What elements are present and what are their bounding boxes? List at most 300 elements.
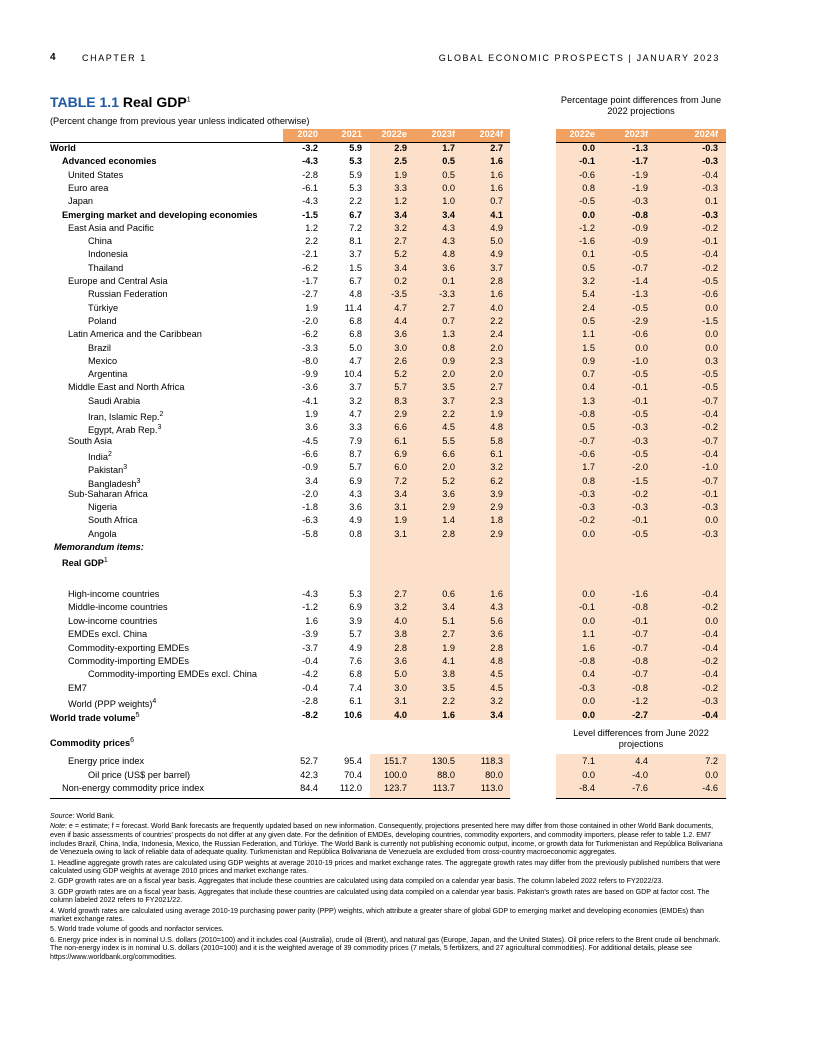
diff-cell: 0.4 (582, 669, 595, 679)
footnote: 1. Headline aggregate growth rates are calculated using GDP weights at average 2010-19 prices and market exchange rates. The aggregate growth rates may differ from the previously published numbers that were calculated using GDP weights at average 2010 prices and market exchange rates. (50, 858, 721, 876)
diff-cell: -0.6 (702, 289, 718, 299)
diff-cell: 0.0 (705, 303, 718, 313)
value-cell: -4.3 (302, 196, 318, 206)
page-header (50, 52, 720, 66)
row-label-text: Middle East and North Africa (68, 382, 185, 392)
diff-cell: -0.2 (702, 683, 718, 693)
footnote: 2. GDP growth rates are on a fiscal year basis. Aggregates that include these countries are calculated using data compiled on a calendar year basis. The column labeled 2022 refers to FY2022/23. (50, 877, 664, 886)
value-cell: 4.0 (394, 710, 407, 720)
value-cell: -3.3 (302, 343, 318, 353)
value-cell: 3.3 (394, 183, 407, 193)
value-cell: 6.1 (394, 436, 407, 446)
row-label-text: Commodity-importing EMDEs (68, 656, 189, 666)
value-cell: 2.9 (490, 529, 503, 539)
value-cell: -1.2 (302, 602, 318, 612)
diff-cell: -0.7 (632, 263, 648, 273)
table-row (50, 682, 730, 695)
table-row (50, 408, 730, 421)
table-title (50, 94, 191, 110)
diff-cell: -0.7 (579, 436, 595, 446)
diff-cell: -0.3 (702, 529, 718, 539)
diff-cell: -0.1 (579, 602, 595, 612)
value-cell: 7.6 (349, 656, 362, 666)
footnote: 5. World trade volume of goods and nonfactor services. (50, 925, 224, 934)
value-cell: 1.2 (305, 223, 318, 233)
table-row (50, 155, 730, 168)
level-diff-header: Level differences from June 2022 projections (573, 728, 709, 749)
value-cell: 6.0 (394, 462, 407, 472)
diff-cell: -0.4 (702, 449, 718, 459)
row-label (62, 209, 258, 222)
table-row (50, 769, 730, 782)
diff-cell: 0.0 (582, 616, 595, 626)
row-label-text: Commodity-importing EMDEs excl. China (88, 669, 257, 679)
table-row (50, 601, 730, 614)
value-cell: 1.9 (394, 170, 407, 180)
row-label-text: Egypt, Arab Rep. (88, 425, 158, 436)
row-label (68, 642, 189, 655)
diff-cell: -0.2 (632, 489, 648, 499)
value-cell: -4.1 (302, 396, 318, 406)
value-cell: 5.0 (490, 236, 503, 246)
value-cell: 3.2 (349, 396, 362, 406)
diff-cell: -0.3 (702, 183, 718, 193)
value-cell: 3.7 (442, 396, 455, 406)
value-cell: -1.5 (302, 210, 318, 220)
value-cell: 5.5 (442, 436, 455, 446)
value-cell: 6.1 (349, 696, 362, 706)
column-header: 2021 (341, 129, 362, 139)
diff-cell: -1.0 (702, 462, 718, 472)
diff-cell: -0.5 (632, 369, 648, 379)
row-label-text: Argentina (88, 369, 128, 379)
value-cell: -2.7 (302, 289, 318, 299)
row-label (68, 275, 168, 288)
row-label-text: Poland (88, 316, 117, 326)
value-cell: 5.3 (349, 589, 362, 599)
value-cell: 4.1 (490, 210, 503, 220)
value-cell: 4.7 (349, 409, 362, 419)
value-cell: 4.0 (490, 303, 503, 313)
value-cell: 3.0 (394, 683, 407, 693)
diff-cell: -1.5 (702, 316, 718, 326)
value-cell: 7.4 (349, 683, 362, 693)
value-cell: 2.0 (490, 343, 503, 353)
row-label (88, 528, 117, 541)
table-row (50, 755, 730, 768)
table-row (50, 395, 730, 408)
value-cell: 4.9 (490, 249, 503, 259)
value-cell: 2.8 (394, 643, 407, 653)
row-label (62, 155, 156, 168)
value-cell: 2.7 (490, 143, 503, 153)
value-cell: -8.2 (302, 710, 318, 720)
value-cell: 8.3 (394, 396, 407, 406)
row-label (68, 488, 148, 501)
value-cell: -6.6 (302, 449, 318, 459)
diff-cell: 0.8 (582, 183, 595, 193)
value-cell: 2.7 (394, 589, 407, 599)
diff-cell: 0.5 (582, 316, 595, 326)
diff-cell: -1.6 (579, 236, 595, 246)
diff-cell: -1.4 (632, 276, 648, 286)
footnote-marker: 2 (107, 451, 112, 458)
row-label-text: East Asia and Pacific (68, 223, 154, 233)
value-cell: -3.2 (302, 143, 318, 153)
row-label-text: Nigeria (88, 502, 118, 512)
diff-cell: -0.5 (702, 276, 718, 286)
table-row (50, 642, 730, 655)
row-label-text: Thailand (88, 263, 124, 273)
value-cell: 4.8 (442, 249, 455, 259)
value-cell: 4.4 (394, 316, 407, 326)
diff-cell: -0.3 (702, 210, 718, 220)
table-row (50, 328, 730, 341)
row-label (88, 235, 112, 248)
value-cell: 123.7 (384, 783, 407, 793)
value-cell: 3.5 (442, 382, 455, 392)
value-cell: 3.0 (394, 343, 407, 353)
value-cell: 2.0 (490, 369, 503, 379)
value-cell: 3.1 (394, 502, 407, 512)
memo-subtitle-row (50, 554, 730, 567)
row-label (88, 668, 257, 681)
table-row (50, 368, 730, 381)
diff-cell: 1.3 (582, 396, 595, 406)
row-label-text: Oil price (US$ per barrel) (88, 770, 191, 780)
diff-cell: -8.4 (579, 783, 595, 793)
diff-cell: -0.7 (702, 436, 718, 446)
diff-cell: -0.3 (702, 156, 718, 166)
table-row (50, 709, 730, 722)
row-label-text: China (88, 236, 113, 246)
value-cell: -3.6 (302, 382, 318, 392)
value-cell: 1.9 (305, 409, 318, 419)
diff-cell: -0.5 (702, 369, 718, 379)
diff-cell: 0.0 (582, 589, 595, 599)
value-cell: 151.7 (384, 756, 407, 766)
value-cell: 3.1 (394, 529, 407, 539)
commodity-title-text: Commodity prices (50, 738, 131, 749)
value-cell: 3.7 (490, 263, 503, 273)
value-cell: 3.2 (394, 602, 407, 612)
value-cell: 2.8 (490, 643, 503, 653)
table-row (50, 222, 730, 235)
memo-subtitle-text: Real GDP (62, 558, 104, 569)
row-label (68, 435, 112, 448)
value-cell: 1.9 (394, 515, 407, 525)
value-cell: 3.4 (394, 489, 407, 499)
value-cell: 4.5 (490, 669, 503, 679)
diff-cell: 1.1 (582, 329, 595, 339)
value-cell: 1.3 (442, 329, 455, 339)
value-cell: 1.8 (490, 515, 503, 525)
value-cell: 2.2 (305, 236, 318, 246)
table-row (50, 514, 730, 527)
value-cell: 5.8 (490, 436, 503, 446)
diff-cell: 7.1 (582, 756, 595, 766)
value-cell: 4.8 (349, 289, 362, 299)
value-cell: 2.6 (394, 356, 407, 366)
memo-subtitle (62, 554, 108, 570)
diff-cell: -7.6 (632, 783, 648, 793)
row-label (88, 288, 168, 301)
value-cell: 1.6 (490, 156, 503, 166)
value-cell: 2.3 (490, 356, 503, 366)
row-label-text: India (88, 452, 108, 463)
diff-cell: -0.2 (702, 422, 718, 432)
footnote-marker: 6 (130, 737, 135, 744)
diff-cell: 1.7 (582, 462, 595, 472)
diff-cell: -0.2 (702, 263, 718, 273)
row-label (68, 655, 189, 668)
table-row (50, 355, 730, 368)
footnote-marker: 1 (103, 557, 108, 564)
value-cell: 1.9 (490, 409, 503, 419)
table-row (50, 195, 730, 208)
table-subtitle: (Percent change from previous year unless indicated otherwise) (50, 116, 310, 126)
value-cell: 2.7 (394, 236, 407, 246)
value-cell: 2.2 (349, 196, 362, 206)
table-row (50, 475, 730, 488)
row-label-text: Angola (88, 529, 117, 539)
value-cell: 8.7 (349, 449, 362, 459)
row-label (68, 222, 154, 235)
diff-cell: 0.0 (635, 343, 648, 353)
diff-cell: -0.4 (702, 170, 718, 180)
value-cell: -5.8 (302, 529, 318, 539)
value-cell: 5.7 (349, 629, 362, 639)
value-cell: 3.9 (349, 616, 362, 626)
value-cell: 3.4 (490, 710, 503, 720)
diff-cell: 0.1 (582, 249, 595, 259)
diff-cell: -0.4 (702, 629, 718, 639)
diff-cell: -0.8 (632, 602, 648, 612)
value-cell: 3.5 (442, 683, 455, 693)
table-row (50, 448, 730, 461)
diff-cell: 0.1 (705, 196, 718, 206)
general-note: Note: e = estimate; f = forecast. World Bank forecasts are frequently updated based on new information. Consequently, projections presented here may differ from those contained in other World Bank documents, even if basic assessments of countries' prospects do not differ at any given date. For the definition of EMDEs, developing countries, commodity exporters, and commodity importers, please refer to table 1.2. EM7 includes Brazil, China, India, Indonesia, Mexico, the Russian Federation, and Türkiye. The World Bank is currently not publishing economic output, income, or growth data for Turkmenistan and República Bolivariana de Venezuela owing to lack of reliable data of adequate quality. Turkmenistan and República Bolivariana de Venezuela are excluded from cross-country macroeconomic aggregates. (50, 822, 723, 857)
value-cell: 4.1 (442, 656, 455, 666)
diff-cell: -4.6 (702, 783, 718, 793)
row-label-text: Emerging market and developing economies (62, 210, 258, 220)
diff-cell: -1.7 (632, 156, 648, 166)
row-label-text: Bangladesh (88, 479, 137, 490)
row-label-text: Middle-income countries (68, 602, 168, 612)
value-cell: 4.5 (490, 683, 503, 693)
value-cell: 7.2 (394, 476, 407, 486)
footnote: 6. Energy price index is in nominal U.S. dollars (2010=100) and it includes coal (Australia), crude oil (Brent), and natural gas (Europe, Japan, and the United States). Oil price refers to the Brent crude oil benchmark. The non-energy index is in nominal U.S. dollars (2010=100) and it is the weighted average of 39 commodity prices (7 metals, 5 fertilizers, and 27 agricultural commodities). For additional details, please see https://www.worldbank.org/commodities. (50, 935, 721, 962)
value-cell: 4.5 (442, 422, 455, 432)
diff-cell: -0.6 (579, 449, 595, 459)
value-cell: 10.4 (344, 369, 362, 379)
value-cell: -1.7 (302, 276, 318, 286)
value-cell: 2.7 (490, 382, 503, 392)
diff-cell: -0.2 (702, 602, 718, 612)
row-label (50, 709, 140, 725)
value-cell: 7.2 (349, 223, 362, 233)
diff-cell: 0.0 (582, 210, 595, 220)
value-cell: -8.0 (302, 356, 318, 366)
value-cell: 0.8 (442, 343, 455, 353)
diff-cell: 5.4 (582, 289, 595, 299)
value-cell: 3.3 (349, 422, 362, 432)
table-row (50, 782, 730, 795)
row-label-text: World (50, 143, 76, 153)
diff-cell: 2.4 (582, 303, 595, 313)
table-row (50, 209, 730, 222)
diff-cell: -0.2 (702, 656, 718, 666)
value-cell: -2.8 (302, 696, 318, 706)
diff-column-header: 2024f (694, 129, 718, 139)
row-label (68, 588, 159, 601)
value-cell: 0.7 (490, 196, 503, 206)
table-row (50, 235, 730, 248)
value-cell: 1.6 (490, 589, 503, 599)
value-cell: 5.9 (349, 143, 362, 153)
value-cell: -6.2 (302, 263, 318, 273)
row-label-text: Indonesia (88, 249, 128, 259)
row-label-text: World (PPP weights) (68, 699, 153, 710)
table-row (50, 342, 730, 355)
diff-cell: -0.9 (632, 223, 648, 233)
value-cell: 2.3 (490, 396, 503, 406)
value-cell: -2.0 (302, 489, 318, 499)
diff-cell: 0.4 (582, 382, 595, 392)
diff-cell: -1.3 (632, 143, 648, 153)
diff-cell: -1.9 (632, 183, 648, 193)
value-cell: 1.7 (442, 143, 455, 153)
publication-title: GLOBAL ECONOMIC PROSPECTS | JANUARY 2023 (438, 53, 720, 63)
diff-cell: 1.6 (582, 643, 595, 653)
diff-cell: 1.5 (582, 343, 595, 353)
footnote-marker: 3 (136, 478, 141, 485)
diff-cell: 0.0 (705, 343, 718, 353)
value-cell: -4.5 (302, 436, 318, 446)
row-label-text: Saudi Arabia (88, 396, 141, 406)
diff-cell: -0.2 (702, 223, 718, 233)
value-cell: 4.9 (349, 515, 362, 525)
row-label (88, 514, 138, 527)
diff-cell: -0.1 (632, 382, 648, 392)
row-label-text: Europe and Central Asia (68, 276, 168, 286)
diff-cell: 4.4 (635, 756, 648, 766)
diff-cell: -0.7 (702, 396, 718, 406)
value-cell: 7.9 (349, 436, 362, 446)
footnote: 3. GDP growth rates are on a fiscal year basis. Aggregates that include these countries are calculated using data compiled on a calendar year basis. Pakistan's growth rates are based on GDP at factor cost. The column labeled 2022 refers to FY2021/22. (50, 887, 710, 905)
value-cell: 5.6 (490, 616, 503, 626)
value-cell: 4.3 (442, 236, 455, 246)
value-cell: 2.9 (394, 409, 407, 419)
value-cell: 2.7 (442, 629, 455, 639)
column-header: 2024f (479, 129, 503, 139)
value-cell: 3.1 (394, 696, 407, 706)
row-label (88, 395, 140, 408)
diff-cell: -0.5 (702, 382, 718, 392)
value-cell: -6.1 (302, 183, 318, 193)
row-label (68, 601, 168, 614)
table-row (50, 288, 730, 301)
footnote: 4. World growth rates are calculated using average 2010-19 purchasing power parity (PPP) weights, which attribute a greater share of global GDP to emerging market and developing economies (EMDEs) than market exchange rates. (50, 906, 704, 924)
row-label-text: Non-energy commodity price index (62, 783, 204, 793)
table-row (50, 628, 730, 641)
row-label-text: Latin America and the Caribbean (68, 329, 202, 339)
row-label-text: Sub-Saharan Africa (68, 489, 148, 499)
diff-cell: -2.9 (632, 316, 648, 326)
row-label-text: Euro area (68, 183, 109, 193)
diff-cell: -0.1 (579, 156, 595, 166)
value-cell: 88.0 (437, 770, 455, 780)
value-cell: 6.7 (349, 276, 362, 286)
value-cell: 3.6 (490, 629, 503, 639)
diff-cell: -0.3 (702, 143, 718, 153)
value-cell: 3.4 (442, 210, 455, 220)
diff-cell: -0.7 (632, 643, 648, 653)
value-cell: 3.4 (305, 476, 318, 486)
diff-cell: -0.5 (579, 196, 595, 206)
value-cell: 2.5 (394, 156, 407, 166)
table-row (50, 262, 730, 275)
value-cell: 6.7 (349, 210, 362, 220)
diff-cell: 0.0 (582, 770, 595, 780)
diff-cell: -0.3 (702, 502, 718, 512)
value-cell: 5.2 (442, 476, 455, 486)
diff-cell: -0.1 (632, 616, 648, 626)
row-label-text: EMDEs excl. China (68, 629, 148, 639)
value-cell: 2.4 (490, 329, 503, 339)
value-cell: 1.9 (305, 303, 318, 313)
diff-cell: -0.3 (632, 196, 648, 206)
value-cell: -1.8 (302, 502, 318, 512)
value-cell: 3.6 (349, 502, 362, 512)
diff-cell: 0.0 (582, 143, 595, 153)
diff-cell: -0.1 (702, 489, 718, 499)
value-cell: -2.0 (302, 316, 318, 326)
diff-cell: -0.7 (702, 476, 718, 486)
value-cell: 2.2 (442, 409, 455, 419)
value-cell: 2.9 (490, 502, 503, 512)
value-cell: 2.9 (442, 502, 455, 512)
diff-cell: -1.9 (632, 170, 648, 180)
row-label (88, 262, 123, 275)
diff-cell: 0.0 (582, 696, 595, 706)
diff-cell: -0.3 (579, 502, 595, 512)
diff-cell: 0.0 (705, 329, 718, 339)
value-cell: 3.7 (349, 382, 362, 392)
value-cell: 6.8 (349, 669, 362, 679)
value-cell: -0.4 (302, 656, 318, 666)
diff-cell: -0.5 (632, 449, 648, 459)
diff-cell: 3.2 (582, 276, 595, 286)
row-label (68, 682, 87, 695)
value-cell: 130.5 (432, 756, 455, 766)
row-label (88, 501, 117, 514)
diff-column-header: 2023f (624, 129, 648, 139)
diff-cell: -0.5 (632, 303, 648, 313)
value-cell: 5.3 (349, 183, 362, 193)
table-number: TABLE 1.1 (50, 94, 119, 110)
value-cell: 4.7 (349, 356, 362, 366)
value-cell: 52.7 (300, 756, 318, 766)
value-cell: 1.6 (305, 616, 318, 626)
value-cell: -0.4 (302, 683, 318, 693)
row-label-text: Mexico (88, 356, 118, 366)
value-cell: 1.6 (490, 183, 503, 193)
value-cell: 3.9 (490, 489, 503, 499)
table-row (50, 169, 730, 182)
value-cell: 1.6 (442, 710, 455, 720)
row-label (88, 315, 117, 328)
